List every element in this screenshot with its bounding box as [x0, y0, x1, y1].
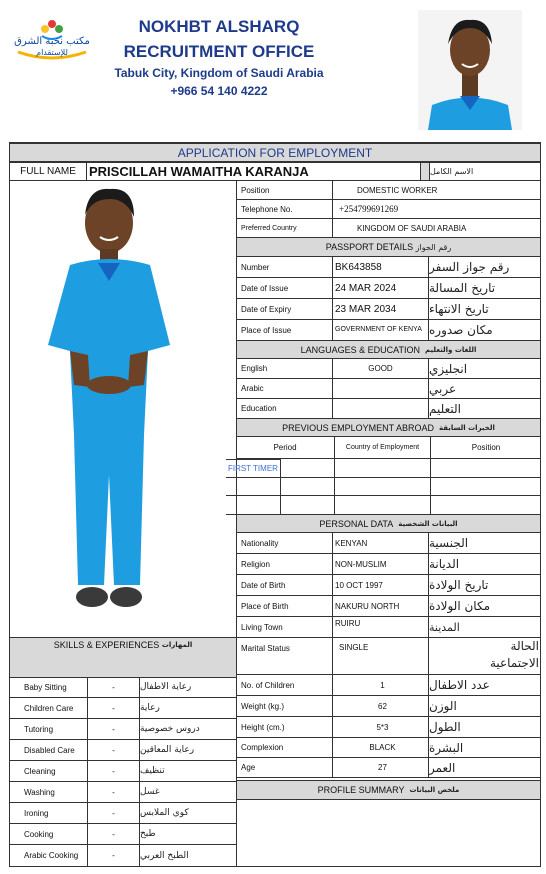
skill-disabled-care-ar: رعاية المعاقين	[139, 740, 236, 761]
previous-employment-table	[226, 437, 541, 515]
skill-baby-sitting-value: -	[87, 677, 139, 698]
weight-value: 62	[332, 696, 428, 717]
complexion-value: BLACK	[332, 738, 428, 758]
passport-number-value: BK643858	[332, 257, 428, 278]
position-value: DOMESTIC WORKER	[332, 181, 541, 200]
pob-value: NAKURU NORTH	[332, 596, 428, 617]
full-name-label: FULL NAME	[9, 162, 87, 181]
skills-table	[9, 677, 236, 866]
skill-arabic-cooking-value: -	[87, 845, 139, 866]
skill-ironing-ar: كوي الملابس	[139, 803, 236, 824]
children-value: 1	[332, 675, 428, 696]
skill-washing-ar: غسل	[139, 782, 236, 803]
children-label: No. of Children	[236, 675, 332, 696]
personal-data-table	[236, 533, 541, 778]
marital-status-ar: الحالة الاجتماعية	[428, 638, 541, 675]
full-name-value: PRISCILLAH WAMAITHA KARANJA	[86, 162, 420, 181]
skill-disabled-care-value: -	[87, 740, 139, 761]
skills-header-en: SKILLS & EXPERIENCES	[53, 640, 160, 650]
skill-tutoring-label: Tutoring	[9, 719, 87, 740]
religion-ar: الديانة	[428, 554, 541, 575]
skill-cleaning-value: -	[87, 761, 139, 782]
skill-disabled-care-label: Disabled Care	[9, 740, 87, 761]
religion-label: Religion	[236, 554, 332, 575]
marital-status-label: Marital Status	[236, 638, 332, 675]
logo-arabic-name: مكتب نخبة الشرق	[14, 36, 90, 47]
issue-date-value: 24 MAR 2024	[332, 278, 428, 299]
skills-header	[10, 638, 236, 678]
children-ar: عدد الاطفال	[428, 675, 541, 696]
logo	[12, 12, 92, 60]
office-name-line1: NOKHBT ALSHARQ	[138, 17, 300, 36]
expiry-date-ar: تاريخ الانتهاء	[428, 299, 541, 320]
english-label: English	[236, 359, 332, 379]
office-phone: +966 54 140 4222	[170, 84, 268, 98]
profile-summary-en: PROFILE SUMMARY	[317, 785, 405, 795]
height-ar: الطول	[428, 717, 541, 738]
issue-date-label: Date of Issue	[236, 278, 332, 299]
complexion-label: Complexion	[236, 738, 332, 758]
education-value	[332, 399, 428, 419]
logo-arabic-sub: للإستقدام	[36, 48, 68, 57]
pob-ar: مكان الولادة	[428, 596, 541, 617]
expiry-date-label: Date of Expiry	[236, 299, 332, 320]
skill-tutoring-value: -	[87, 719, 139, 740]
profile-summary-body	[237, 800, 540, 866]
living-town-label: Living Town	[236, 617, 332, 638]
education-ar: التعليم	[428, 399, 541, 419]
personal-header-en: PERSONAL DATA	[319, 518, 394, 529]
age-label: Age	[236, 758, 332, 778]
weight-ar: الوزن	[428, 696, 541, 717]
period-col-header: Period	[236, 437, 334, 459]
arabic-ar: عربي	[428, 379, 541, 399]
preferred-country-value: KINGDOM OF SAUDI ARABIA	[332, 219, 541, 238]
education-label: Education	[236, 399, 332, 419]
height-value: 5*3	[332, 717, 428, 738]
office-name-line2: RECRUITMENT OFFICE	[123, 42, 315, 61]
skill-ironing-label: Ironing	[9, 803, 87, 824]
dob-value: 10 OCT 1997	[332, 575, 428, 596]
place-of-issue-ar: مكان صدوره	[428, 320, 541, 341]
passport-header	[237, 238, 540, 257]
profile-summary-header	[237, 780, 540, 800]
skill-arabic-cooking-ar: الطبخ العربي	[139, 845, 236, 866]
skill-washing-value: -	[87, 782, 139, 803]
age-ar: العمر	[428, 758, 541, 778]
issue-date-ar: تاريخ المسالة	[428, 278, 541, 299]
skill-baby-sitting-ar: رعاية الاطفال	[139, 677, 236, 698]
profile-summary-ar: ملخص البيانات	[409, 786, 460, 794]
languages-table	[236, 359, 541, 419]
place-of-issue-label: Place of Issue	[236, 320, 332, 341]
skill-washing-label: Washing	[9, 782, 87, 803]
skill-baby-sitting-label: Baby Sitting	[9, 677, 87, 698]
preferred-country-label: Preferred Country	[236, 219, 332, 238]
previous-employment-header	[237, 419, 540, 437]
age-value: 27	[332, 758, 428, 778]
previous-header-en: PREVIOUS EMPLOYMENT ABROAD	[282, 422, 434, 433]
previous-header-ar: الخبرات السابقة	[439, 423, 495, 432]
dob-ar: تاريخ الولادة	[428, 575, 541, 596]
living-town-ar: المدينة	[428, 617, 541, 638]
skill-cooking-label: Cooking	[9, 824, 87, 845]
position-col-header: Position	[430, 437, 541, 459]
nationality-ar: الجنسية	[428, 533, 541, 554]
full-name-label-ar: الاسم الكامل	[429, 162, 541, 181]
passport-header-ar: رقم الجواز	[415, 242, 452, 252]
height-label: Height (cm.)	[236, 717, 332, 738]
languages-header-ar: اللغات والتعليم	[425, 345, 477, 354]
personal-data-header	[237, 515, 540, 533]
skill-ironing-value: -	[87, 803, 139, 824]
form-title: APPLICATION FOR EMPLOYMENT	[10, 143, 540, 162]
expiry-date-value: 23 MAR 2034	[332, 299, 428, 320]
weight-label: Weight (kg.)	[236, 696, 332, 717]
first-timer-cell: FIRST TIMER	[226, 459, 280, 478]
languages-header	[237, 341, 540, 359]
skill-cleaning-label: Cleaning	[9, 761, 87, 782]
position-label: Position	[236, 181, 332, 200]
telephone-label: Telephone No.	[236, 200, 332, 219]
living-town-value: RUIRU	[332, 617, 428, 638]
country-col-header: Country of Employment	[334, 437, 430, 459]
religion-value: NON-MUSLIM	[332, 554, 428, 575]
passport-table	[236, 257, 541, 341]
headshot-photo	[418, 10, 522, 130]
marital-status-value: SINGLE	[332, 638, 428, 675]
full-body-photo	[30, 185, 190, 615]
place-of-issue-value: GOVERNMENT OF KENYA	[332, 320, 428, 341]
passport-header-en: PASSPORT DETAILS	[325, 242, 414, 252]
english-value: GOOD	[332, 359, 428, 379]
passport-number-label: Number	[236, 257, 332, 278]
skill-children-care-value: -	[87, 698, 139, 719]
passport-number-ar: رقم جواز السفر	[428, 257, 541, 278]
complexion-ar: البشرة	[428, 738, 541, 758]
languages-header-en: LANGUAGES & EDUCATION	[300, 344, 420, 355]
pob-label: Place of Birth	[236, 596, 332, 617]
personal-header-ar: البيانات الشخصية	[398, 519, 458, 528]
skill-cooking-value: -	[87, 824, 139, 845]
dob-label: Date of Birth	[236, 575, 332, 596]
telephone-value: +254799691269	[332, 200, 541, 219]
nationality-value: KENYAN	[332, 533, 428, 554]
skill-cleaning-ar: تنظيف	[139, 761, 236, 782]
skill-arabic-cooking-label: Arabic Cooking	[24, 851, 79, 860]
skills-header-ar: المهارات	[161, 641, 193, 649]
arabic-label: Arabic	[236, 379, 332, 399]
english-ar: انجليزي	[428, 359, 541, 379]
office-city: Tabuk City, Kingdom of Saudi Arabia	[114, 66, 324, 80]
skill-children-care-ar: رعاية	[139, 698, 236, 719]
skill-tutoring-ar: دروس خصوصية	[139, 719, 236, 740]
skill-cooking-ar: طبخ	[139, 824, 236, 845]
skill-children-care-label: Children Care	[9, 698, 87, 719]
arabic-value	[332, 379, 428, 399]
nationality-label: Nationality	[236, 533, 332, 554]
